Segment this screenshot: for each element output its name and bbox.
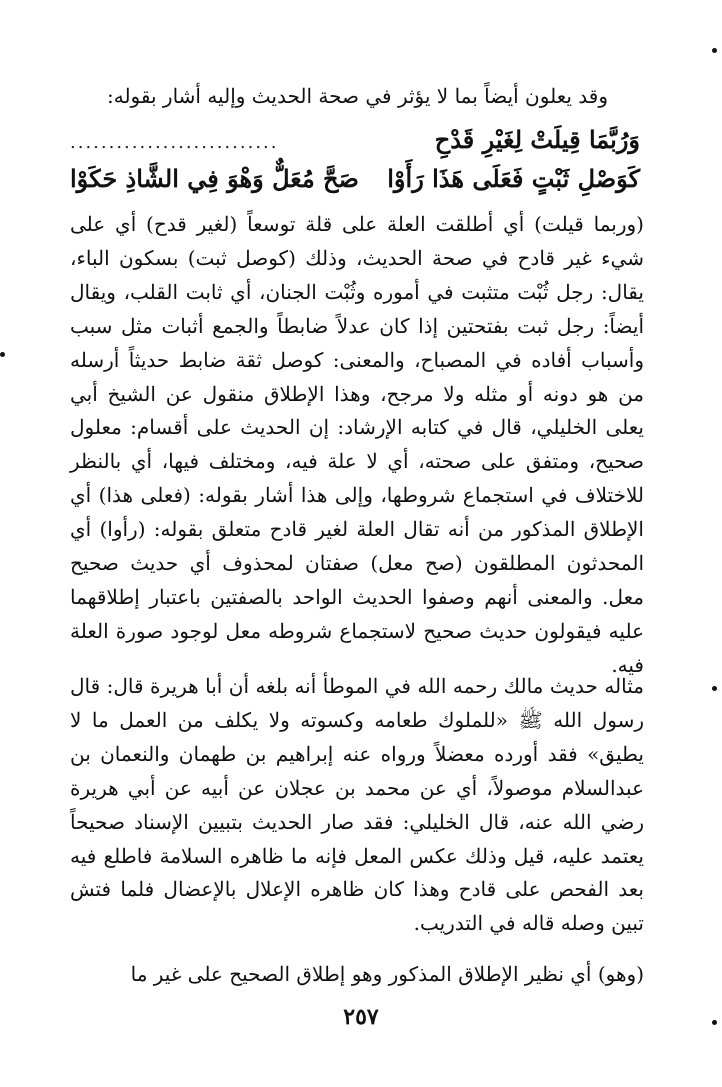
- commentary-paragraph-1: (وربما قيلت) أي أطلقت العلة على قلة توسعاً (لغير قدح) أي على شيء غير قادح في صحة الحديث، وذلك (كوصل ثبت) بسكون الباء، يقال: رجل ثُبْت متثبت في أموره وثُبْت الجنان، أي ثابت القلب، ويقال أيضاً: رجل ثبت بفتحتين إذا كان عدلاً ضابطاً والجمع أثبات مثل سبب وأسباب أفاده في المصباح، والمعنى: كوصل ثقة ضابط حديثاً أرسله من هو دونه أو مثله ولا مرجح، وهذا الإطلاق منقول عن الشيخ أبي يعلى الخليلي، قال في كتابه الإرشاد: إن الحديث على أقسام: معلول صحيح، ومتفق على صحته، أي لا علة فيه، ومختلف فيها، أي بالنظر للاختلاف في استجماع شروطها، وإلى هذا أشار بقوله: (فعلى هذا) أي الإطلاق المذكور من أنه تقال العلة لغير قادح متعلق بقوله: (رأوا) أي المحدثون المطلقون (صح معل) صفتان لمحذوف أي حديث صحيح معل. والمعنى أنهم وصفوا الحديث الواحد بالصفتين باعتبار إطلاقهما عليه فيقولون حديث صحيح لاستجماع شروطه معل لوجود صورة العلة فيه.: [70, 212, 644, 677]
- verse-line-2-first-hemistich: كَوَصْلِ ثَبْتٍ فَعَلَى هَذَا رَأَوْا: [387, 164, 640, 193]
- verse-line-1-text: وَرُبَّمَا قِيلَتْ لِغَيْرِ قَدْحِ: [434, 125, 640, 154]
- verse-line-2-second-hemistich: صَحَّ مُعَلٌّ وَهْوَ فِي الشَّاذِ حَكَوْا: [70, 164, 359, 193]
- verse-line-1: [70, 122, 640, 161]
- verse-dots: ...........................: [70, 132, 279, 153]
- verse-line-2: [70, 161, 640, 197]
- page-number: ٢٥٧: [343, 1004, 379, 1030]
- margin-mark: [0, 352, 5, 357]
- margin-mark: [712, 686, 717, 691]
- intro-line: وقد يعلون أيضاً بما لا يؤثر في صحة الحديث وإليه أشار بقوله:: [106, 84, 608, 108]
- margin-mark: [712, 48, 717, 53]
- commentary-paragraph-2: مثاله حديث مالك رحمه الله في الموطأ أنه بلغه أن أبا هريرة قال: قال رسول الله ﷺ «للملوك طعامه وكسوته ولا يكلف من العمل ما لا يطيق» فقد أورده معضلاً ورواه عنه إبراهيم بن طهمان والنعمان بن عبدالسلام موصولاً، أي عن محمد بن عجلان عن أبيه عن أبي هريرة رضي الله عنه، قال الخليلي: فقد صار الحديث بتبيين الإسناد صحيحاً يعتمد عليه، قيل وذلك عكس المعل فإنه ما ظاهره السلامة فاطلع فيه بعد الفحص على قادح وهذا كان ظاهره الإعلال بالإعضال فلما فتش تبين وصله قاله في التدريب.: [70, 674, 644, 936]
- verse-block: [70, 122, 640, 197]
- commentary-paragraph-3: (وهو) أي نظير الإطلاق المذكور وهو إطلاق الصحيح على غير ما: [130, 962, 644, 986]
